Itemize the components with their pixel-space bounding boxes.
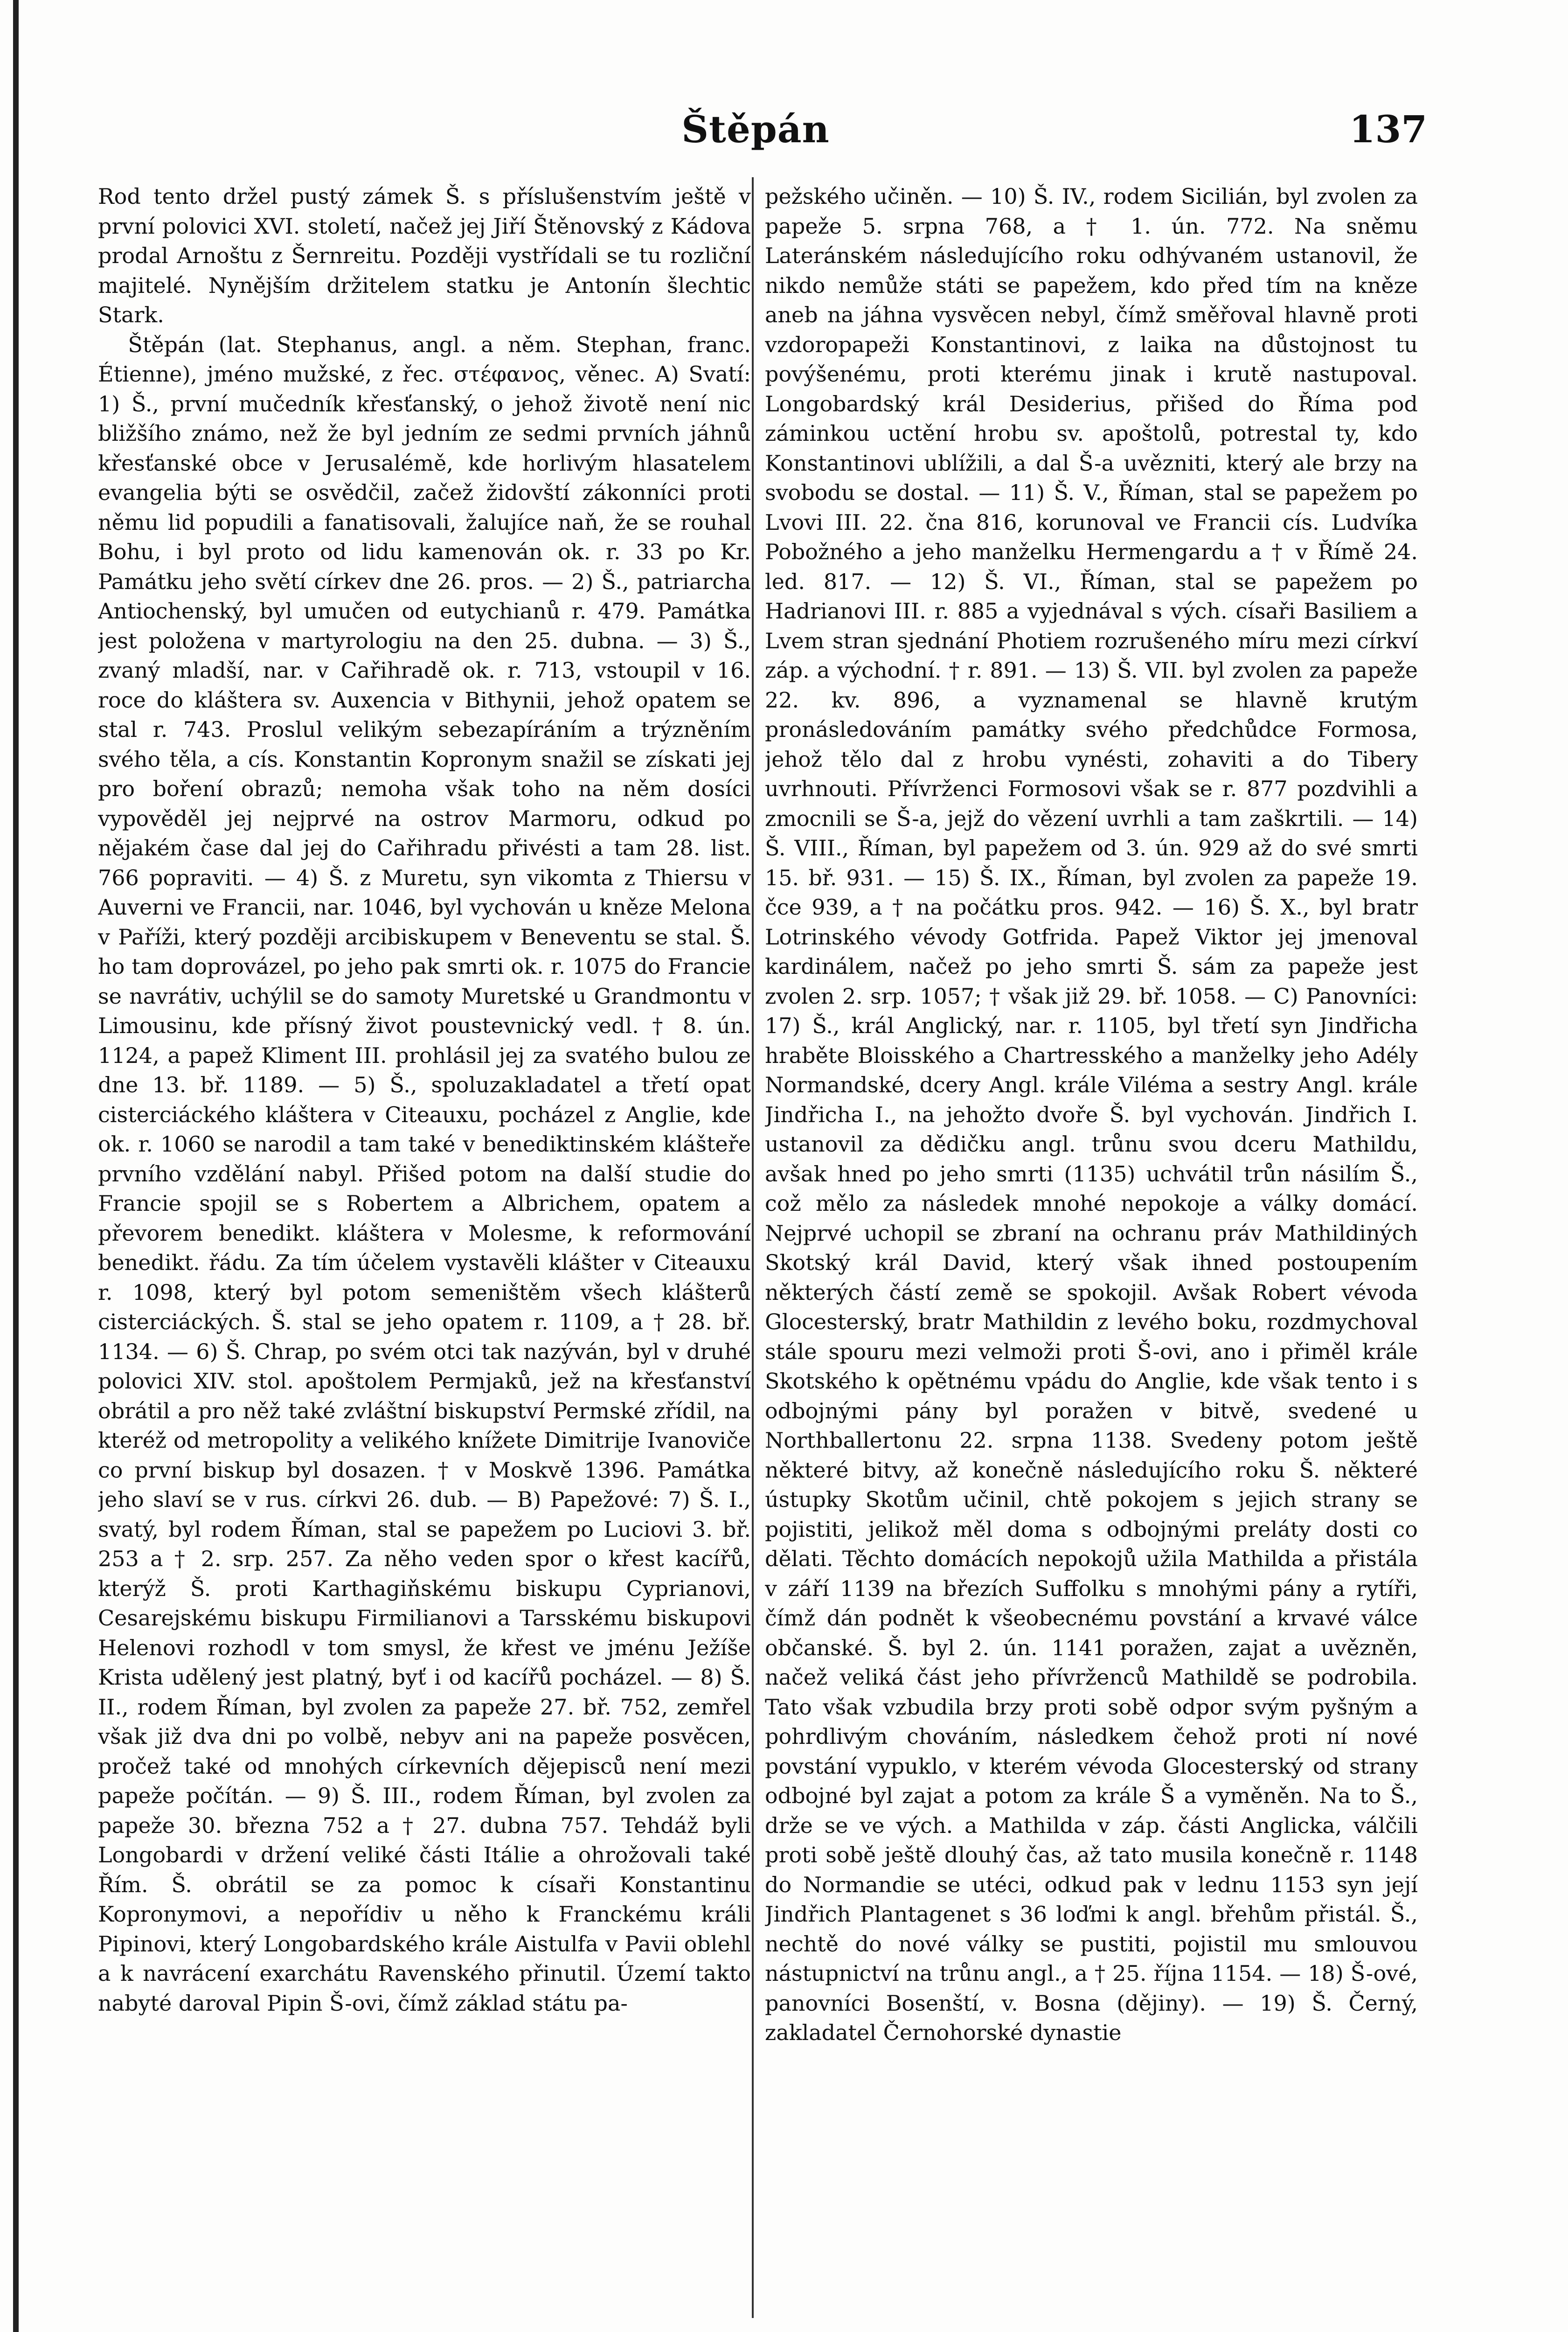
left-column bbox=[98, 182, 751, 2332]
paragraph: pežského učiněn. — 10) Š. IV., rodem Sicilián, byl zvolen za papeže 5. srpna 768, a † 1. ún. 772. Na sněmu Lateránském následujícího roku odhývaném ustanovil, že nikdo nemůže státi se papežem, kdo před tím na kněze aneb na jáhna vysvěcen nebyl, čímž směřoval hlavně proti vzdoropapeži Konstantinovi, z laika na důstojnost tu povýšenému, proti kterému jinak i krutě nastupoval. Longobardský král Desiderius, přišed do Říma pod záminkou uctění hrobu sv. apoštolů, potrestal ty, kdo Konstantinovi ublížili, a dal Š-a uvězniti, který ale brzy na svobodu se dostal. — 11) Š. V., Říman, stal se papežem po Lvovi III. 22. čna 816, korunoval ve Francii cís. Ludvíka Pobožného a jeho manželku Hermengardu a † v Římě 24. led. 817. — 12) Š. VI., Říman, stal se papežem po Hadrianovi III. r. 885 a vyjednával s vých. císaři Basiliem a Lvem stran sjednání Photiem rozrušeného míru mezi církví záp. a východní. † r. 891. — 13) Š. VII. byl zvolen za papeže 22. kv. 896, a vyznamenal se hlavně krutým pronásledováním památky svého předchůdce Formosa, jehož tělo dal z hrobu vynésti, zohaviti a do Tibery uvrhnouti. Přívrženci Formosovi však se r. 877 pozdvihli a zmocnili se Š-a, jejž do vězení uvrhli a tam zaškrtili. — 14) Š. VIII., Říman, byl papežem od 3. ún. 929 až do své smrti 15. bř. 931. — 15) Š. IX., Říman, byl zvolen za papeže 19. čce 939, a † na počátku pros. 942. — 16) Š. X., byl bratr Lotrinského vévody Gotfrida. Papež Viktor jej jmenoval kardinálem, načež po jeho smrti Š. sám za papeže jest zvolen 2. srp. 1057; † však již 29. bř. 1058. — C) Panovníci: 17) Š., král Anglický, nar. r. 1105, byl třetí syn Jindřicha hraběte Bloisského a Chartresského a manželky jeho Adély Normandské, dcery Angl. krále Viléma a sestry Angl. krále Jindřicha I., na jehožto dvoře Š. byl vychován. Jindřich I. ustanovil za dědičku angl. trůnu svou dceru Mathildu, avšak hned po jeho smrti (1135) uchvátil trůn násilím Š., což mělo za následek mnohé nepokoje a války domácí. Nejprvé uchopil se zbraní na ochranu práv Mathildiných Skotský král David, který však ihned postoupením některých částí země se spokojil. Avšak Robert vévoda Glocesterský, bratr Mathildin z levého boku, rozdmychoval stále spouru mezi velmoži proti Š-ovi, ano i přiměl krále Skotského k opětnému vpádu do Anglie, kde však tento i s odbojnými pány byl poražen v bitvě, svedené u Northballertonu 22. srpna 1138. Svedeny potom ještě některé bitvy, až konečně následujícího roku Š. některé ústupky Skotům učinil, chtě pokojem s jejich strany se pojistiti, jelikož měl doma s odbojnými preláty dosti co dělati. Těchto domácích nepokojů užila Mathilda a přistála v září 1139 na březích Suffolku s mnohými pány a rytíři, čímž dán podnět k všeobecnému povstání a krvavé válce občanské. Š. byl 2. ún. 1141 poražen, zajat a uvězněn, načež veliká část jeho přívrženců Mathildě se podrobila. Tato však vzbudila brzy proti sobě odpor svým pyšným a pohrdlivým chováním, následkem čehož proti ní nové povstání vypuklo, v kterém vévoda Glocesterský od strany odbojné byl zajat a potom za krále Š a vyměněn. Na to Š., drže se ve vých. a Mathilda v záp. části Anglicka, válčili proti sobě ještě dlouhý čas, až tato musila konečně r. 1148 do Normandie se utéci, odkud pak v lednu 1153 syn její Jindřich Plantagenet s 36 loďmi k angl. břehům přistál. Š., nechtě do nové války se pustiti, pojistil mu smlouvou nástupnictví na trůnu angl., a † 25. října 1154. — 18) Š-ové, panovníci Bosenští, v. Bosna (dějiny). — 19) Š. Černý, zakladatel Černohorské dynastie bbox=[765, 184, 1418, 2045]
paragraph: Rod tento držel pustý zámek Š. s příslušenstvím ještě v první polovici XVI. století, načež jej Jiří Štěnovský z Kádova prodal Arnoštu z Šernreitu. Později vystřídali se tu rozliční majitelé. Nynějším držitelem statku je Antonín šlechtic Stark. bbox=[98, 184, 751, 327]
page-number: 137 bbox=[1349, 107, 1427, 151]
column-divider bbox=[752, 177, 754, 2318]
running-title: Štěpán bbox=[681, 107, 830, 151]
page-edge-rule bbox=[13, 0, 19, 2332]
page-header bbox=[84, 107, 1427, 163]
paragraph: Štěpán (lat. Stephanus, angl. a něm. Stephan, franc. Étienne), jméno mužské, z řec. στέφανος, věnec. A) Svatí: 1) Š., první mučedník křesťanský, o jehož životě není nic bližšího známo, než že byl jedním ze sedmi prvních jáhnů křesťanské obce v Jerusalémě, kde horlivým hlasatelem evangelia býti se osvědčil, začež židovští zákonníci proti němu lid popudili a fanatisovali, žalujíce naň, že se rouhal Bohu, i byl proto od lidu kamenován ok. r. 33 po Kr. Památku jeho světí církev dne 26. pros. — 2) Š., patriarcha Antiochenský, byl umučen od eutychianů r. 479. Památka jest položena v martyrologiu na den 25. dubna. — 3) Š., zvaný mladší, nar. v Cařihradě ok. r. 713, vstoupil v 16. roce do kláštera sv. Auxencia v Bithynii, jehož opatem se stal r. 743. Proslul velikým sebezapíráním a trýzněním svého těla, a cís. Konstantin Kopronym snažil se získati jej pro boření obrazů; nemoha však toho na něm dosíci vypověděl jej nejprvé na ostrov Marmoru, odkud po nějakém čase dal jej do Cařihradu přivésti a tam 28. list. 766 popraviti. — 4) Š. z Muretu, syn vikomta z Thiersu v Auverni ve Francii, nar. 1046, byl vychován u kněze Melona v Paříži, který později arcibiskupem v Beneventu se stal. Š. ho tam doprovázel, po jeho pak smrti ok. r. 1075 do Francie se navrátiv, uchýlil se do samoty Muretské u Grandmontu v Limousinu, kde přísný život poustevnický vedl. † 8. ún. 1124, a papež Kliment III. prohlásil jej za svatého bulou ze dne 13. bř. 1189. — 5) Š., spoluzakladatel a třetí opat cisterciáckého kláštera v Citeauxu, pocházel z Anglie, kde ok. r. 1060 se narodil a tam také v benediktinském klášteře prvního vzdělání nabyl. Přišed potom na další studie do Francie spojil se s Robertem a Albrichem, opatem a převorem benedikt. kláštera v Molesme, k reformování benedikt. řádu. Za tím účelem vystavěli klášter v Citeauxu r. 1098, který byl potom semeništěm všech klášterů cisterciáckých. Š. stal se jeho opatem r. 1109, a † 28. bř. 1134. — 6) Š. Chrap, po svém otci tak nazýván, byl v druhé polovici XIV. stol. apoštolem Permjaků, jež na křesťanství obrátil a pro něž také zvláštní biskupství Permské zřídil, na kteréž od metropolity a velikého knížete Dimitrije Ivanoviče co první biskup byl dosazen. † v Moskvě 1396. Památka jeho slaví se v rus. církvi 26. dub. — B) Papežové: 7) Š. I., svatý, byl rodem Říman, stal se papežem po Luciovi 3. bř. 253 a † 2. srp. 257. Za něho veden spor o křest kacířů, kterýž Š. proti Karthagiňskému biskupu Cyprianovi, Cesarejskému biskupu Firmilianovi a Tarsskému biskupovi Helenovi rozhodl v tom smysl, že křest ve jménu Ježíše Krista udělený jest platný, byť i od kacířů pocházel. — 8) Š. II., rodem Říman, byl zvolen za papeže 27. bř. 752, zemřel však již dva dni po volbě, nebyv ani na papeže posvěcen, pročež také od mnohých církevních dějepisců není mezi papeže počítán. — 9) Š. III., rodem Říman, byl zvolen za papeže 30. března 752 a † 27. dubna 757. Tehdáž byli Longobardi v držení veliké části Itálie a ohrožovali také Řím. Š. obrátil se za pomoc k císaři Konstantinu Kopronymovi, a nepořídiv u něho k Franckému králi Pipinovi, který Longobardského krále Aistulfa v Pavii oblehl a k navrácení exarchátu Ravenského přinutil. Území takto nabyté daroval Pipin Š-ovi, čímž základ státu pa- bbox=[98, 332, 751, 2016]
right-column bbox=[765, 182, 1418, 2332]
